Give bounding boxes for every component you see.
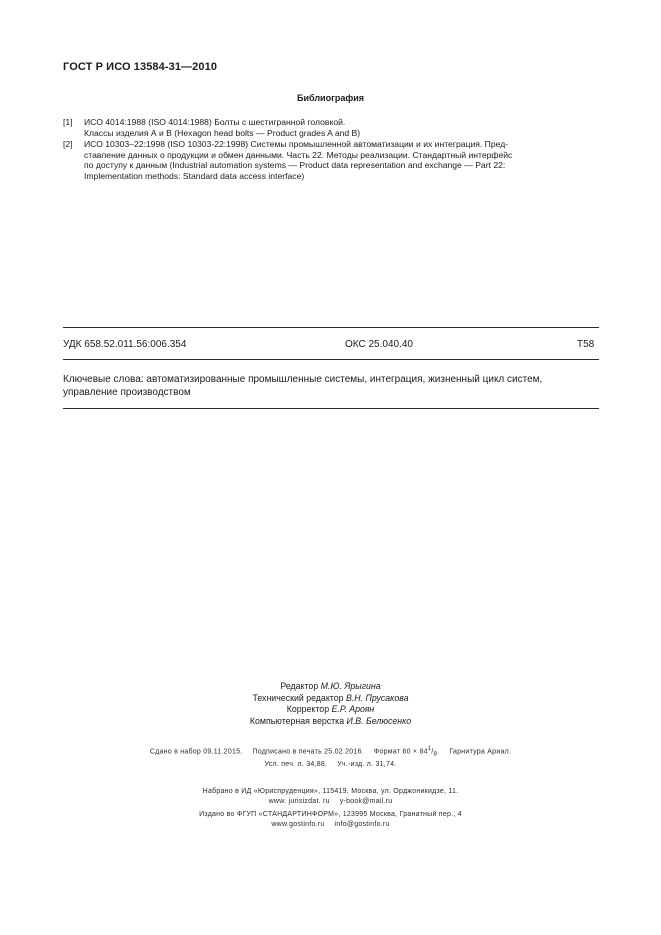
credit-proofreader: Корректор Е.Р. Ароян	[286, 704, 375, 714]
bibliography-item-text: ИСО 10303–22:1998 (ISO 10303-22:1998) Системы промышленной автоматизации и их интеграция. Пред- ставление данных о продукции и обмен данными. Часть 22. Методы реализации. Стандартный интерфейс по доступу к данным (Industrial automation systems — Product data representation and exchange — Part 22: Implementation methods: Standard data access interface)	[84, 139, 513, 181]
classifier-code: Т58	[577, 339, 595, 350]
keywords: Ключевые слова: автоматизированные промышленные системы, интеграция, жизненный цикл систем, управление производством	[63, 374, 543, 398]
publisher-info: Издано во ФГУП «СТАНДАРТИНФОРМ», 123995 Москва, Гранатный пер., 4 www.gostinfo.ru info@gostinfo.ru	[199, 811, 462, 828]
bibliography-item-text: ИСО 4014:1988 (ISO 4014:1988) Болты с шестигранной головкой. Классы изделия А и В (Hexagon head bolts — Product grades A and B)	[84, 117, 361, 138]
bottom-divider	[63, 408, 599, 409]
credit-tech-editor: Технический редактор В.Н. Прусакова	[252, 692, 409, 703]
udk-code: УДК 658.52.011.56:006.354	[63, 339, 187, 350]
standard-header: ГОСТ Р ИСО 13584-31—2010	[63, 61, 218, 73]
typeset-info: Набрано в ИД «Юриспруденция», 115419, Москва, ул. Орджоникидзе, 11. www. jurisizdat. ru y-book@mail.ru	[202, 788, 459, 805]
publisher-website: www.gostinfo.ru	[271, 821, 325, 828]
typeset-email: y-book@mail.ru	[339, 798, 393, 805]
print-info-line1: Сдано в набор 09.11.2015. Подписано в печать 25.02.2016. Формат $60 \times 84^1/_8$. Гарнитура Ариал.	[149, 746, 512, 758]
credits-block	[0, 681, 661, 727]
credit-editor: Редактор М.Ю. Ярыгина	[280, 681, 381, 691]
bibliography-title: Библиография	[297, 93, 364, 103]
top-divider	[63, 327, 599, 328]
bibliography-item	[63, 139, 599, 183]
typeset-website: www. jurisizdat. ru	[268, 798, 330, 805]
bibliography-item-number: [1]	[63, 117, 73, 127]
publisher-email: info@gostinfo.ru	[334, 821, 390, 828]
bibliography-item-number: [2]	[63, 139, 73, 149]
middle-divider	[63, 359, 599, 360]
credit-layout: Компьютерная верстка И.В. Белюсенко	[249, 715, 412, 726]
oks-code: ОКС 25.040.40	[345, 339, 413, 350]
bibliography-item	[63, 117, 599, 139]
print-info-line2: Усл. печ. л. 34,88. Уч.-изд. л. 31,74.	[264, 761, 397, 768]
